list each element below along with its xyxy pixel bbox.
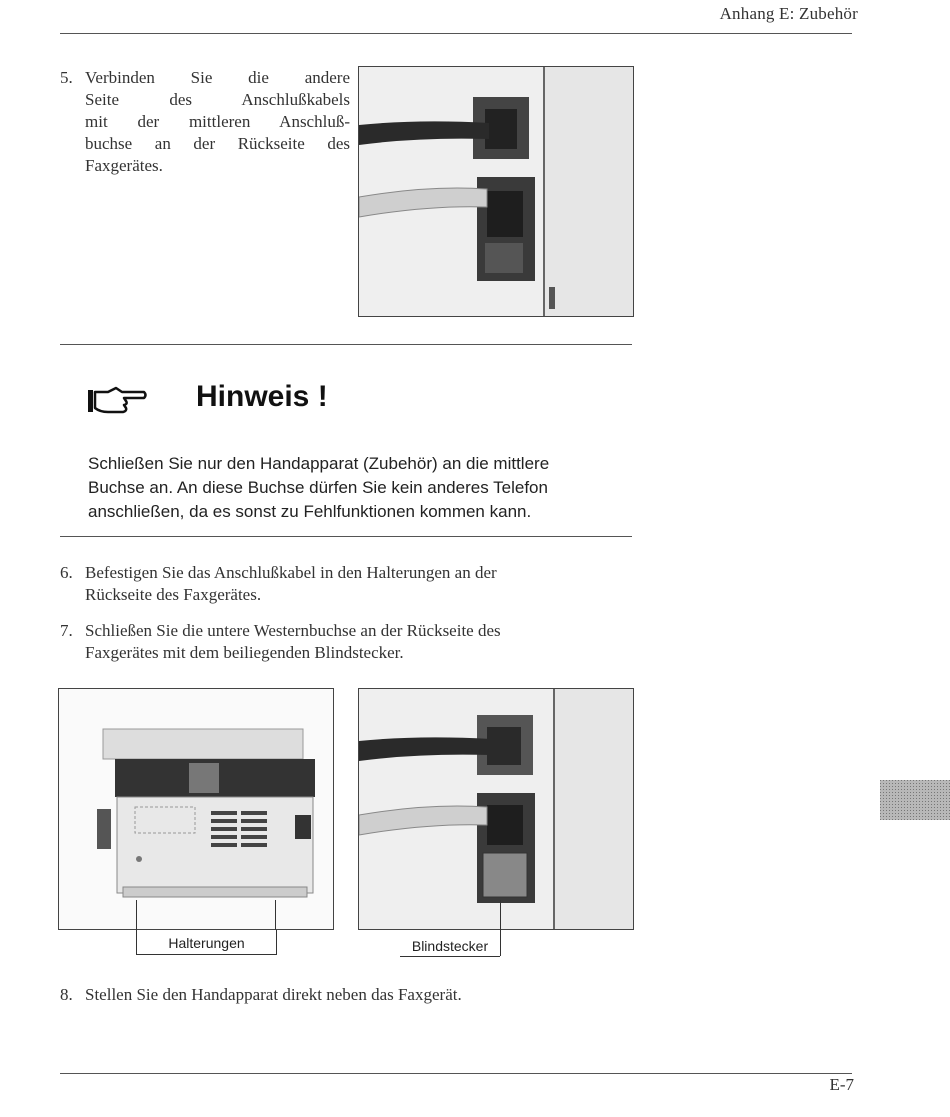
section-tab-marker [880, 780, 950, 820]
step-line: Befestigen Sie das Anschlußkabel in den Halterungen an der [85, 563, 497, 582]
step-6 [60, 562, 640, 606]
step-8 [60, 984, 640, 1006]
step-line: mit der mittleren Anschluß- [85, 112, 350, 131]
page-number: E-7 [829, 1075, 854, 1094]
jack-closeup-photo [358, 66, 634, 317]
step-line: Schließen Sie die untere Westernbuchse an der Rückseite des [85, 621, 501, 640]
note-body [88, 452, 648, 524]
step-5 [60, 67, 350, 177]
note-title: Hinweis ! [196, 380, 328, 413]
note-line: Buchse an. An diese Buchse dürfen Sie kein anderes Telefon [88, 478, 548, 497]
pointing-hand-icon [86, 384, 148, 418]
step-line: Faxgerätes. [85, 156, 163, 175]
fax-rear-photo [58, 688, 334, 930]
halterungen-label: Halterungen [136, 930, 277, 955]
step-line: Stellen Sie den Handapparat direkt neben das Faxgerät. [85, 985, 462, 1004]
step-number: 6. [60, 563, 73, 582]
note-line: Schließen Sie nur den Handapparat (Zubehör) an die mittlere [88, 454, 550, 473]
blindstecker-label: Blindstecker [400, 934, 500, 957]
step-number: 7. [60, 621, 73, 640]
note-top-rule [60, 344, 632, 345]
jack-closeup-illustration [359, 67, 633, 316]
step-7 [60, 620, 640, 664]
header-rule [60, 33, 852, 34]
note-line: anschließen, da es sonst zu Fehlfunktionen kommen kann. [88, 502, 532, 521]
step-number: 8. [60, 985, 73, 1004]
blind-plug-illustration [359, 689, 633, 929]
step-line: Verbinden Sie die andere [85, 68, 350, 87]
note-bottom-rule [60, 536, 632, 537]
fax-rear-illustration [59, 689, 333, 929]
blind-plug-photo [358, 688, 634, 930]
running-header: Anhang E: Zubehör [719, 4, 858, 23]
step-line: Seite des Anschlußkabels [85, 90, 350, 109]
footer-rule [60, 1073, 852, 1074]
step-number: 5. [60, 68, 73, 87]
step-line: Rückseite des Faxgerätes. [85, 585, 262, 604]
step-line: buchse an der Rückseite des [85, 134, 350, 153]
step-line: Faxgerätes mit dem beiliegenden Blindstecker. [85, 643, 404, 662]
callout-leader-blindstecker [500, 900, 501, 956]
